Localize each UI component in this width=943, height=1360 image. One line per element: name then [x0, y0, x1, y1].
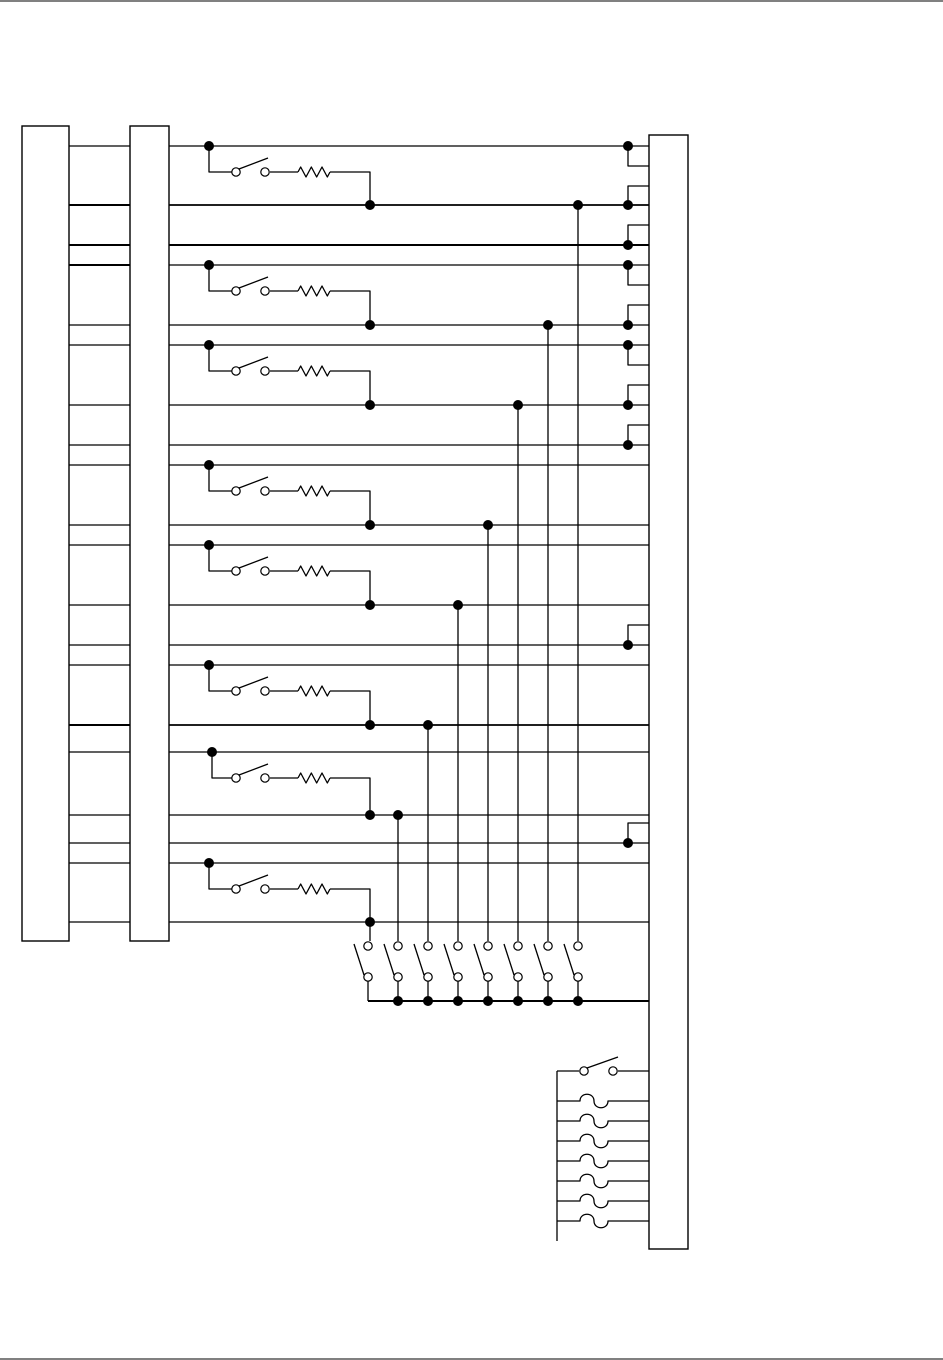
- switch-blade: [239, 277, 268, 288]
- resistor: [298, 773, 330, 783]
- fuse: [557, 1114, 649, 1128]
- fuse: [557, 1134, 649, 1148]
- switch-blade: [239, 764, 268, 775]
- junction-dot: [365, 520, 375, 530]
- fuse: [557, 1214, 649, 1228]
- resistor-lead: [330, 291, 370, 325]
- fuse: [557, 1094, 649, 1108]
- switch-contact: [424, 973, 432, 981]
- switch-blade: [239, 677, 268, 688]
- fuse: [557, 1174, 649, 1188]
- circuit-2: [169, 260, 649, 941]
- switch-feed: [209, 265, 232, 291]
- resistor: [298, 566, 330, 576]
- switch-contact: [261, 885, 269, 893]
- circuit-1: [169, 141, 649, 941]
- switch-blade: [239, 357, 268, 368]
- switch-contact: [574, 973, 582, 981]
- switch-blade: [504, 944, 514, 975]
- fuse: [557, 1194, 649, 1208]
- switch-contact: [261, 168, 269, 176]
- resistor: [298, 366, 330, 376]
- fuse-bank: [557, 1057, 649, 1241]
- switch-contact: [514, 973, 522, 981]
- circuit-7: [169, 747, 649, 941]
- switch-feed: [209, 345, 232, 371]
- switch-feed: [209, 146, 232, 172]
- resistor-lead: [330, 778, 370, 815]
- resistor: [298, 686, 330, 696]
- switch-feed: [209, 465, 232, 491]
- circuit-3: [169, 340, 649, 941]
- switch-contact: [232, 168, 240, 176]
- switch-blade: [354, 944, 364, 975]
- switch-blade: [564, 944, 574, 975]
- switch-contact: [261, 687, 269, 695]
- junction-dot: [365, 200, 375, 210]
- connectors: [22, 126, 688, 1249]
- switch-contact: [394, 973, 402, 981]
- switch-contact: [232, 367, 240, 375]
- switch-blade: [414, 944, 424, 975]
- connector-loopbacks: [623, 141, 649, 848]
- switch-contact: [394, 942, 402, 950]
- switch-contact: [232, 567, 240, 575]
- resistor-lead: [330, 691, 370, 725]
- switch-contact: [484, 973, 492, 981]
- resistor-lead: [330, 571, 370, 605]
- circuit-6: [169, 660, 649, 941]
- junction-dot: [365, 720, 375, 730]
- switch-contact: [232, 885, 240, 893]
- switch-feed: [209, 863, 232, 889]
- resistor: [298, 167, 330, 177]
- junction-dot: [365, 400, 375, 410]
- switch-blade: [239, 477, 268, 488]
- circuits: [169, 141, 649, 941]
- switch-contact: [261, 287, 269, 295]
- switch-contact: [609, 1067, 617, 1075]
- switch-contact: [454, 942, 462, 950]
- circuit-8: [169, 858, 649, 941]
- switch-blade: [534, 944, 544, 975]
- switch-contact: [364, 942, 372, 950]
- switch-contact: [261, 774, 269, 782]
- switch-feed: [209, 545, 232, 571]
- circuit-4: [169, 460, 649, 941]
- connector-left: [22, 126, 69, 941]
- switch-contact: [261, 487, 269, 495]
- resistor: [298, 286, 330, 296]
- circuit-5: [169, 540, 649, 941]
- junction-dot: [365, 600, 375, 610]
- switch-contact: [261, 567, 269, 575]
- switch-contact: [232, 487, 240, 495]
- resistor: [298, 884, 330, 894]
- switch-contact: [544, 942, 552, 950]
- switch-contact: [261, 367, 269, 375]
- switch-blade: [474, 944, 484, 975]
- connector-middle: [130, 126, 169, 941]
- switch-contact: [232, 687, 240, 695]
- switch-contact: [364, 973, 372, 981]
- switch-contact: [580, 1067, 588, 1075]
- switch-contact: [424, 942, 432, 950]
- switch-feed: [209, 665, 232, 691]
- resistor-lead: [330, 491, 370, 525]
- switch-blade: [239, 557, 268, 568]
- resistor-lead: [330, 172, 370, 205]
- switch-contact: [514, 942, 522, 950]
- switch-contact: [484, 942, 492, 950]
- junction-dot: [365, 320, 375, 330]
- common-switch-bank: [354, 942, 649, 1006]
- junction-dot: [365, 810, 375, 820]
- pass-through-wires: [169, 245, 649, 843]
- fuse: [557, 1154, 649, 1168]
- resistor-lead: [330, 889, 370, 922]
- switch-blade: [239, 875, 268, 886]
- switch-blade: [239, 158, 268, 169]
- resistor-lead: [330, 371, 370, 405]
- switch-contact: [574, 942, 582, 950]
- switch-blade: [444, 944, 454, 975]
- connector-link-wires: [69, 146, 130, 922]
- resistor: [298, 486, 330, 496]
- switch-blade: [384, 944, 394, 975]
- switch-contact: [544, 973, 552, 981]
- switch-contact: [232, 287, 240, 295]
- switch-contact: [232, 774, 240, 782]
- switch-contact: [454, 973, 462, 981]
- connector-right: [649, 135, 688, 1249]
